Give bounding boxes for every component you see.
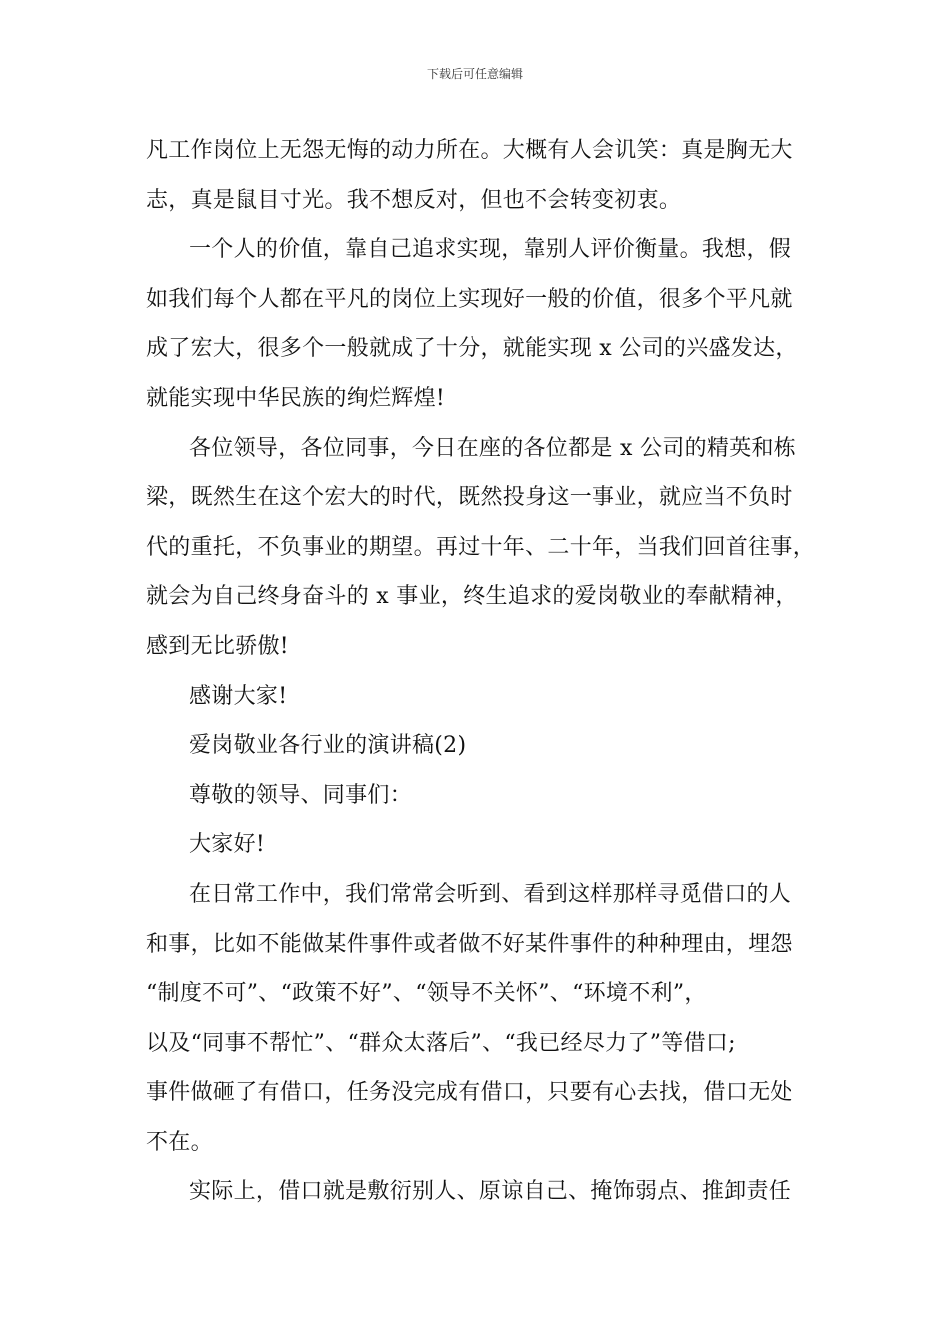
text-line: 凡工作岗位上无怨无悔的动力所在。大概有人会讥笑：真是胸无大 (146, 138, 793, 163)
text-line: 大家好! (189, 832, 266, 858)
text-line: 如我们每个人都在平凡的岗位上实现好一般的价值，很多个平凡就 (146, 286, 793, 312)
section-title: 爱岗敬业各行业的演讲稿(2) (189, 733, 467, 759)
page-header: 下载后可任意编辑 (426, 67, 523, 81)
text-line: 一个人的价值，靠自己追求实现，靠别人评价衡量。我想，假 (189, 237, 792, 263)
text-line: 实际上，借口就是敷衍别人、原谅自己、掩饰弱点、推卸责任 (189, 1179, 792, 1205)
text-line: 尊敬的领导、同事们： (189, 782, 413, 808)
text-line: 成了宏大，很多个一般就成了十分，就能实现 x 公司的兴盛发达， (146, 336, 798, 362)
text-line: 和事，比如不能做某件事件或者做不好某件事件的种种理由，埋怨 (146, 931, 793, 957)
text-line: 梁，既然生在这个宏大的时代，既然投身这一事业，就应当不负时 (146, 485, 793, 511)
text-line: 事件做砸了有借口，任务没完成有借口，只要有心去找，借口无处 (146, 1080, 793, 1106)
text-line: 各位领导，各位同事，今日在座的各位都是 x 公司的精英和栋 (189, 435, 797, 461)
text-line: 不在。 (146, 1129, 213, 1155)
text-line: 就会为自己终身奋斗的 x 事业，终生追求的爱岗敬业的奉献精神， (146, 584, 798, 610)
text-line: 就能实现中华民族的绚烂辉煌! (146, 385, 446, 411)
text-line: 志，真是鼠目寸光。我不想反对，但也不会转变初衷。 (146, 187, 682, 213)
text-line: 以及“同事不帮忙”、“群众太落后”、“我已经尽力了”等借口; (146, 1030, 736, 1056)
text-line: 代的重托，不负事业的期望。再过十年、二十年，当我们回首往事， (146, 534, 816, 560)
text-line: “制度不可”、“政策不好”、“领导不关怀”、“环境不利”， (146, 981, 707, 1007)
text-line: 感到无比骄傲! (146, 633, 289, 659)
document-body (146, 132, 816, 1223)
text-line: 在日常工作中，我们常常会听到、看到这样那样寻觅借口的人 (189, 881, 792, 907)
text-line: 感谢大家! (189, 683, 288, 709)
